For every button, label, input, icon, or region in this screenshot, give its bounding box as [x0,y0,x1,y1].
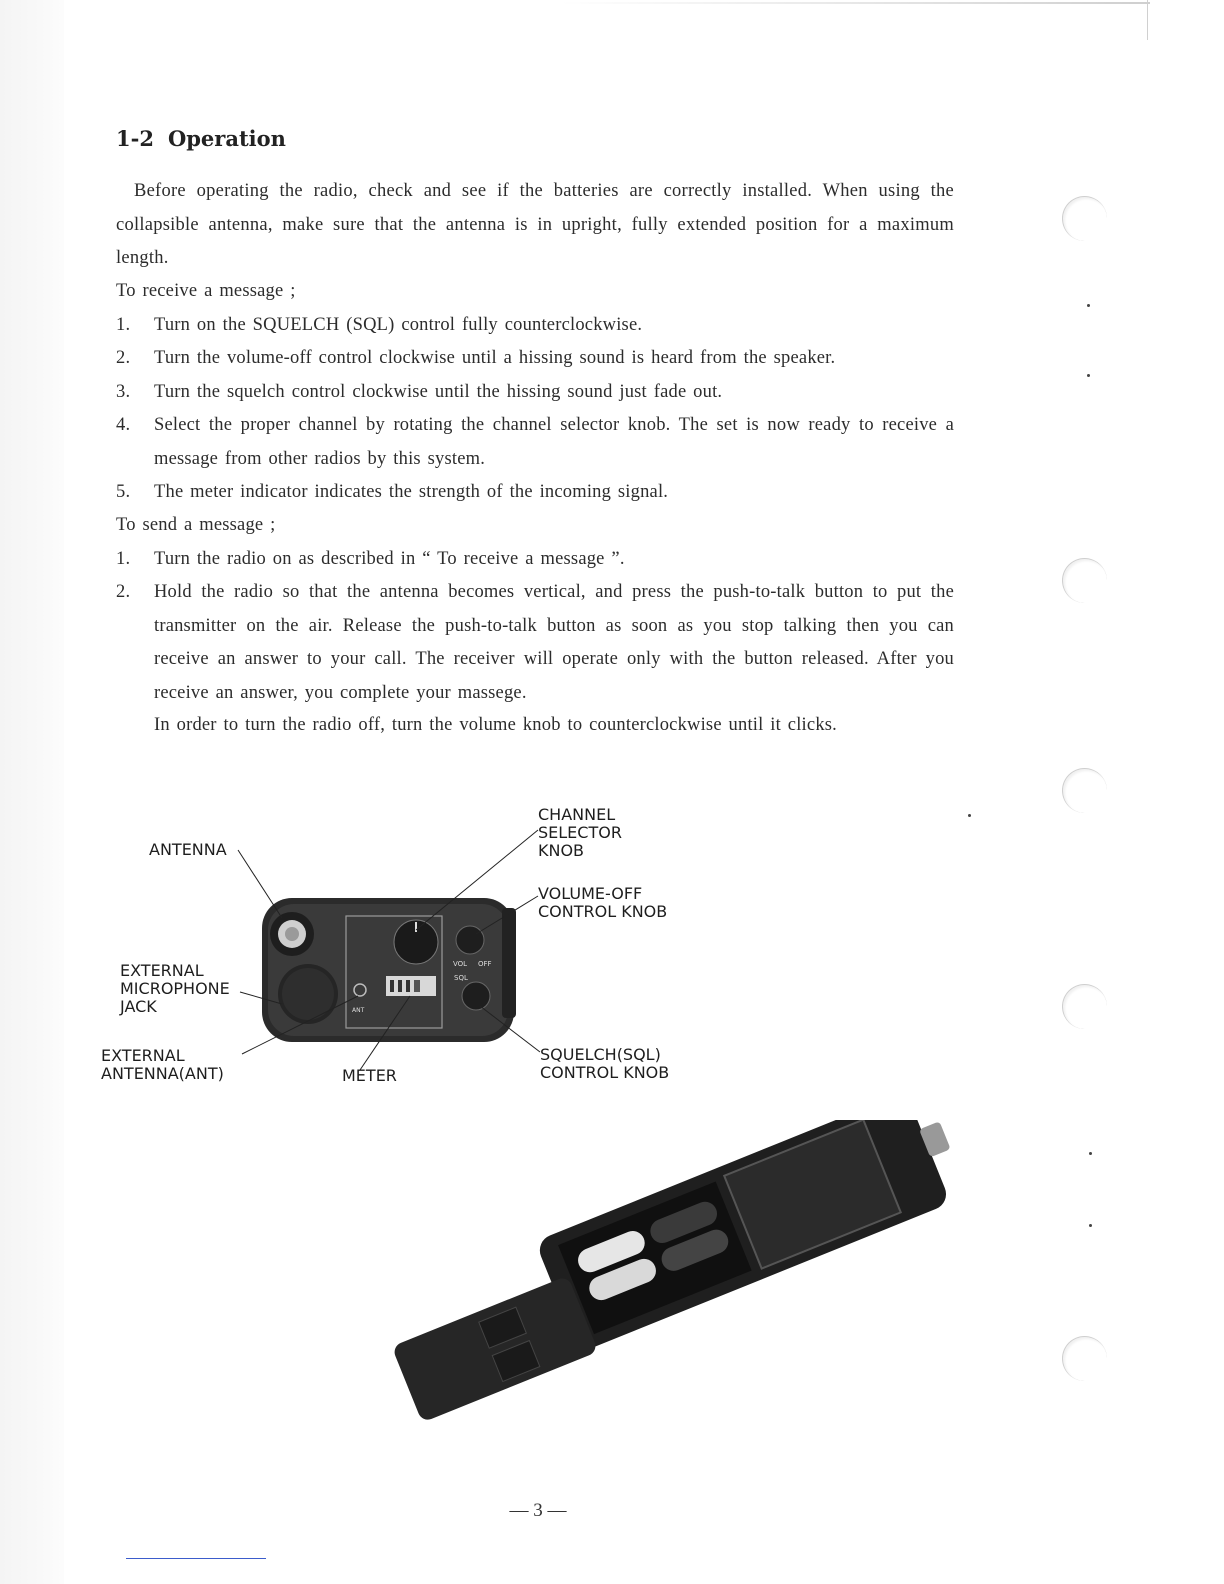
ext-microphone-label: EXTERNAL MICROPHONE JACK [120,961,230,1016]
step-number: 3. [116,382,131,402]
step-number: 2. [116,582,131,602]
meter-tick [398,980,402,992]
receive-step [116,342,954,376]
footnote-rule [126,1558,266,1559]
meter-label: METER [342,1066,397,1085]
closing-text: In order to turn the radio off, turn the volume knob to counterclockwise until it clicks. [154,715,837,735]
step-number: 5. [116,482,131,502]
scan-edge-line [560,2,1150,4]
page-shadow [0,0,64,1584]
binder-hole [1062,984,1107,1029]
panel-side [502,908,516,1018]
antenna-label: ANTENNA [149,840,227,859]
step-text: The meter indicator indicates the strength of the incoming signal. [154,482,669,502]
step-number: 4. [116,415,131,435]
ext-antenna-label: EXTERNAL ANTENNA(ANT) [101,1046,224,1083]
antenna-leader [238,850,282,918]
channel-selector-label: CHANNEL SELECTOR KNOB [538,805,622,860]
vol-panel-mark: VOL [453,960,468,968]
step-text: Select the proper channel by rotating the channel selector knob. The set is now ready to receive a message from other radios by this system. [154,415,954,469]
scan-speck [1089,1152,1092,1155]
battery-cover-group [392,1275,599,1422]
meter-tick [390,980,394,992]
scan-edge-mark [1147,0,1148,40]
step-number: 1. [116,315,131,335]
step-text: Turn on the SQUELCH (SQL) control fully counterclockwise. [154,315,643,335]
binder-hole [1062,196,1107,241]
step-text: Turn the squelch control clockwise until the hissing sound just fade out. [154,382,723,402]
scan-speck [1087,374,1090,377]
battery-cover [392,1275,599,1422]
antenna-socket-core [285,927,299,941]
squelch-knob [462,982,490,1010]
step-text: Hold the radio so that the antenna becomes vertical, and press the push-to-talk button to put the transmitter on the air. Release the push-to-talk button as soon as you stop talking then you can receive an answer to your call. The receiver will operate only with the button released. After you receive an answer, you complete your massege. [154,582,954,703]
receive-step [116,309,954,343]
binder-hole [1062,768,1107,813]
volume-off-label: VOLUME-OFF CONTROL KNOB [538,884,668,921]
radio-battery-photo [380,1120,980,1440]
meter-needle [414,980,420,992]
step-number: 2. [116,348,131,368]
receive-step [116,376,954,410]
radio-group [535,1120,969,1353]
step-number: 1. [116,549,131,569]
receive-step [116,476,954,510]
send-step [116,576,954,710]
send-step [116,543,954,577]
receive-heading: To receive a message ; [116,281,296,301]
volume-off-knob [456,926,484,954]
sql-panel-mark: SQL [454,974,468,982]
off-panel-mark: OFF [478,960,492,968]
scan-speck [1089,1224,1092,1227]
section-heading [116,126,286,151]
ant-panel-mark: ANT [352,1007,365,1014]
step-text: Turn the volume-off control clockwise until a hissing sound is heard from the speaker. [154,348,836,368]
binder-hole [1062,558,1107,603]
receive-step [116,409,954,476]
scan-speck [1087,304,1090,307]
section-title: Operation [167,126,286,151]
page-number: — 3 — [509,1500,567,1521]
scan-speck [968,814,971,817]
step-text: Turn the radio on as described in “ To receive a message ”. [154,549,625,569]
meter-tick [406,980,410,992]
intro-paragraph: Before operating the radio, check and see if the batteries are correctly installed. When using the collapsible antenna, make sure that the antenna is in upright, fully extended position for a maximum length. [116,181,954,269]
squelch-label: SQUELCH(SQL) CONTROL KNOB [540,1045,670,1082]
binder-hole [1062,1336,1107,1381]
send-heading: To send a message ; [116,515,276,535]
section-number: 1-2 [116,126,154,151]
